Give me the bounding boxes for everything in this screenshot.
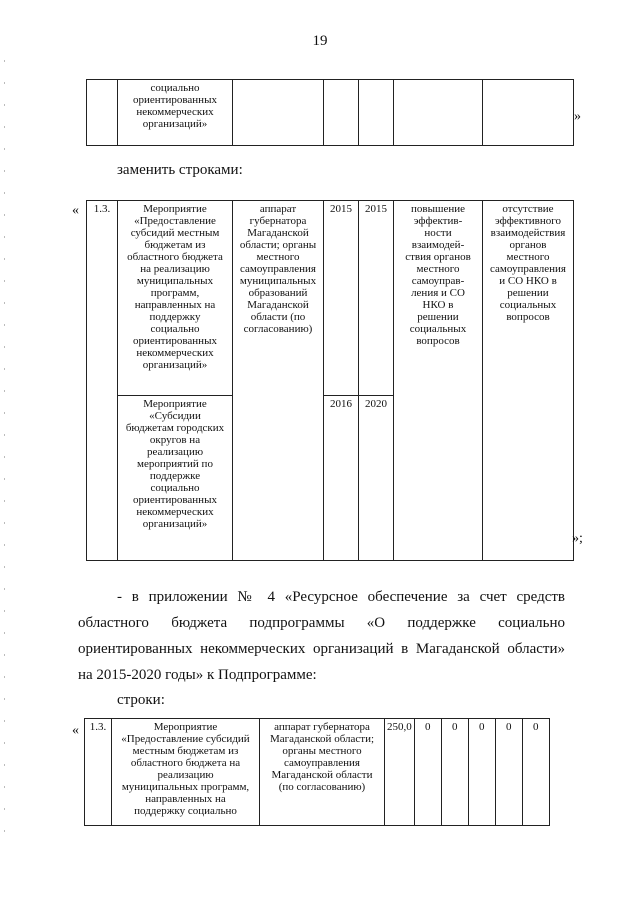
paragraph-line-2: областного бюджета подпрограммы «О поддержке социально [78,615,565,631]
consequence-cell [483,80,574,146]
text-line: социально [150,323,200,335]
text-line: органов [509,239,547,251]
start-year-cell: 2015 [324,201,359,396]
text-line: ориентированных [133,94,217,106]
text-line: НКО в [422,299,454,311]
text-line: мероприятий по [137,458,213,470]
text-line: социально [150,82,200,94]
text-line: «Предоставление субсидий [121,733,250,745]
text-line: округов на [149,434,201,446]
number-cell: 1.3. [87,201,118,561]
text-line: Магаданской области [271,769,373,781]
text-line: муниципальных [136,275,214,287]
description-cell [118,201,233,396]
text-line: аппарат [259,203,297,215]
text-line: эффектив- [413,215,463,227]
text-line: отсутствие [502,203,554,215]
text-line: Мероприятие [143,203,207,215]
text-line: бюджетам из [144,239,206,251]
text-line: областного бюджета [127,251,223,263]
end-year-cell: 2015 [359,201,394,396]
text-line: местного [506,251,550,263]
consequence-cell [483,201,574,561]
text-line: самоуправления [240,263,316,275]
text-line: программ, [150,287,200,299]
value-cell: 0 [414,719,441,826]
text-line: организаций» [142,359,208,371]
text-line: образований [248,287,308,299]
text-line: эффективного [495,215,561,227]
text-line: местным бюджетам из [132,745,239,757]
replace-label: заменить строками: [117,162,243,178]
description-cell [118,80,233,146]
text-line: «Предоставление [134,215,216,227]
text-line: некоммерческих [136,106,214,118]
previous-table-fragment [86,79,574,146]
text-line: «Субсидии [149,410,201,422]
text-line: (по согласованию) [278,781,366,793]
text-line: муниципальных программ, [121,781,250,793]
paragraph-line-3: ориентированных некоммерческих организаций в Магаданской области» [78,641,565,657]
text-line: поддержку социально [134,805,237,817]
text-line: области; органы [239,239,317,251]
value-cell: 250,0 [385,719,415,826]
text-line: аппарат губернатора [274,721,370,733]
text-line: организаций» [142,518,208,530]
text-line: некоммерческих [136,347,214,359]
text-line: направленных на [134,299,216,311]
open-quote: « [72,203,79,218]
text-line: направленных на [145,793,226,805]
table-row [85,719,550,826]
text-line: ствия органов [405,251,471,263]
text-line: субсидий местным [130,227,220,239]
value-cell: 0 [468,719,495,826]
start-cell [324,80,359,146]
text-line: самоуправления [284,757,360,769]
text-line: Мероприятие [143,398,207,410]
paragraph-line-1: - в приложении № 4 «Ресурсное обеспечение за счет средств [117,589,565,605]
text-line: Магаданской области; [269,733,375,745]
text-line: ления и СО [411,287,465,299]
text-line: социальных [409,323,467,335]
text-line: на реализацию [140,263,210,275]
end-cell [359,80,394,146]
text-line: поддержку [149,311,201,323]
close-quote: » [574,109,581,124]
page-number: 19 [312,33,328,49]
text-line: Магаданской [247,227,309,239]
text-line: губернатора [249,215,307,227]
value-cell: 0 [495,719,522,826]
text-line: некоммерческих [136,506,214,518]
table-row [87,201,574,396]
text-line: реализацию [157,769,214,781]
description-cell [118,396,233,561]
text-line: согласованию) [243,323,313,335]
text-line: организаций» [142,118,208,130]
text-line: реализацию [146,446,204,458]
text-line: ориентированных [133,335,217,347]
text-line: бюджетам городских [125,422,225,434]
executor-cell [233,80,324,146]
number-cell [87,80,118,146]
executor-cell [260,719,385,826]
scan-margin-marks [4,60,5,850]
end-year-cell: 2020 [359,396,394,561]
text-line: решении [507,287,549,299]
text-line: взаимодействия [490,227,566,239]
text-line: поддержке [149,470,201,482]
rows-label: строки: [117,692,165,708]
text-line: самоуправления [490,263,566,275]
text-line: повышение [411,203,465,215]
start-year-cell: 2016 [324,396,359,561]
number-cell: 1.3. [85,719,112,826]
result-cell [394,201,483,561]
executor-cell [233,201,324,561]
text-line: самоуправ- [411,275,465,287]
paragraph-line-4: на 2015-2020 годы» к Подпрограмме: [78,667,317,683]
text-line: вопросов [416,335,460,347]
text-line: местного [256,251,300,263]
text-line: ности [424,227,452,239]
text-line: решении [417,311,459,323]
text-line: местного [416,263,460,275]
resource-table [84,718,550,826]
replacement-table [86,200,574,561]
description-cell [112,719,260,826]
text-line: областного бюджета на [130,757,241,769]
text-line: муниципальных [239,275,317,287]
text-line: Мероприятие [153,721,218,733]
text-line: органы местного [282,745,362,757]
text-line: и СО НКО в [499,275,557,287]
text-line: Магаданской [247,299,309,311]
result-cell [394,80,483,146]
text-line: области (по [250,311,306,323]
text-line: взаимодей- [411,239,465,251]
open-quote: « [72,723,79,738]
value-cell: 0 [441,719,468,826]
text-line: социально [150,482,200,494]
text-line: социальных [499,299,557,311]
text-line: ориентированных [133,494,217,506]
close-quote: »; [572,531,583,546]
value-cell: 0 [522,719,549,826]
text-line: вопросов [506,311,550,323]
